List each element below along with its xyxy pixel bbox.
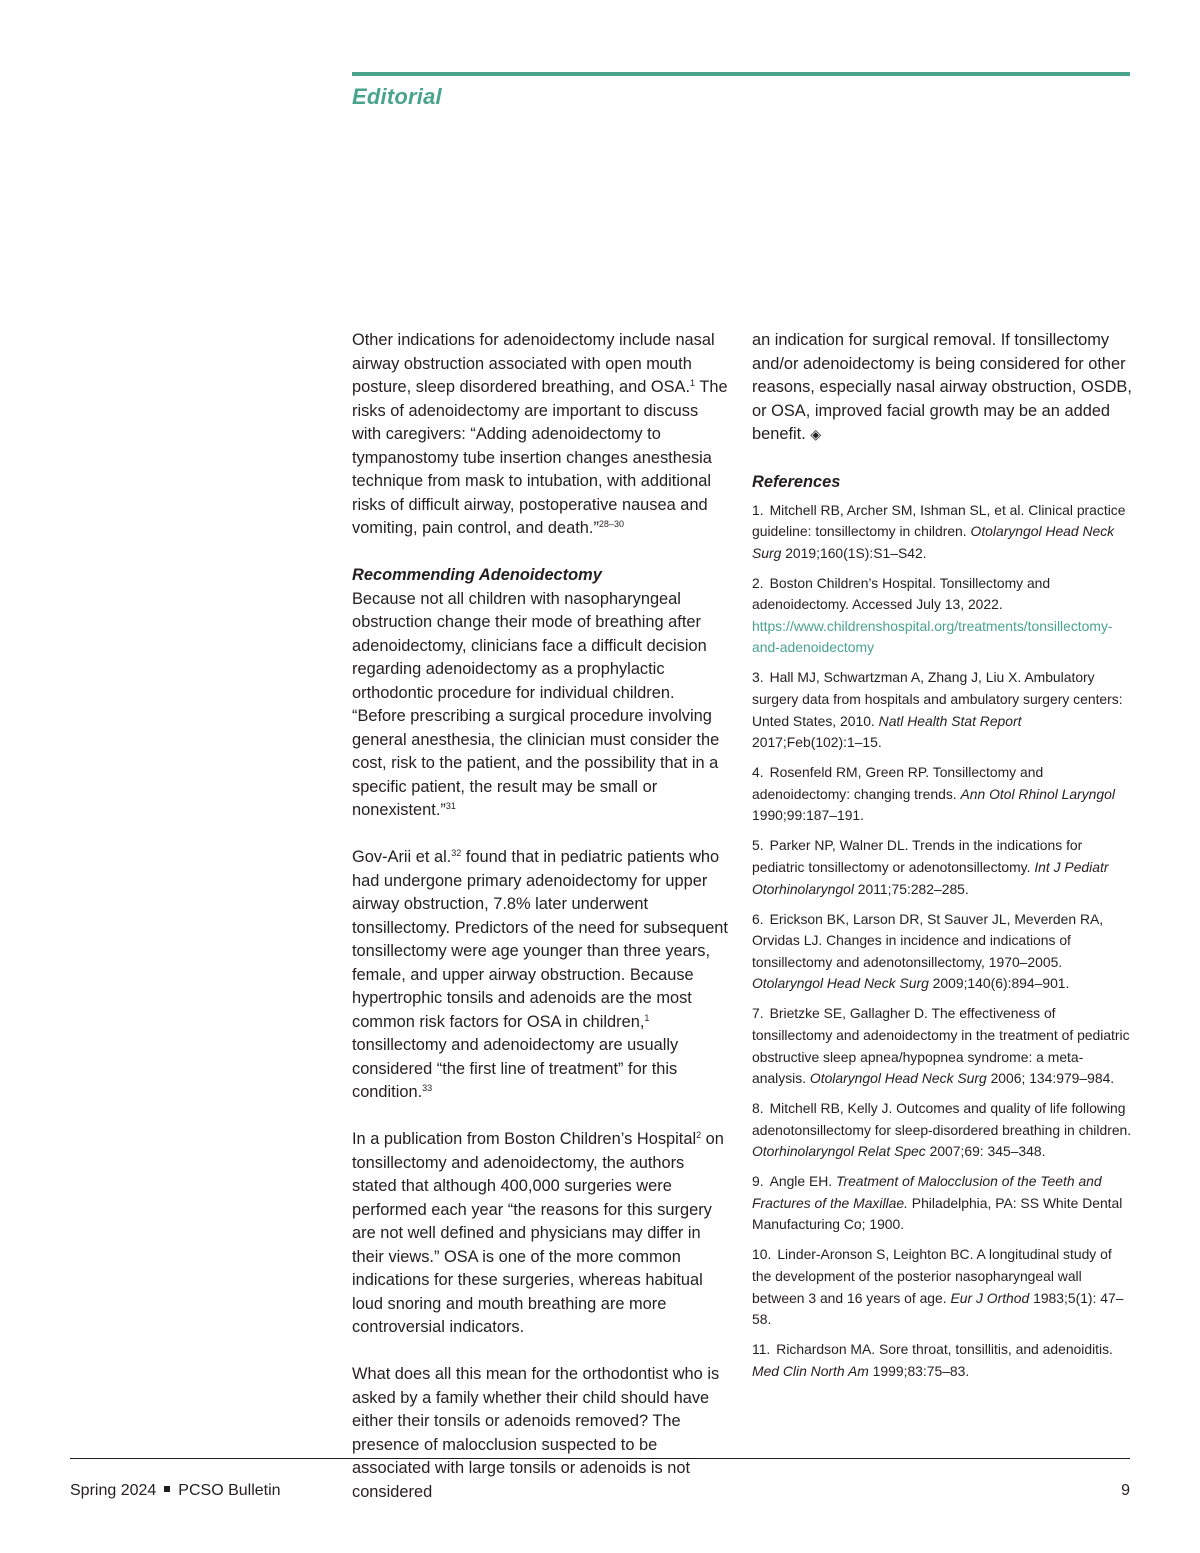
reference-text: 1983;5(1): 47–58. xyxy=(752,1289,1124,1328)
reference-text: 2009;140(6):894–901. xyxy=(928,975,1070,992)
reference-journal: Otolaryngol Head Neck Surg xyxy=(809,1070,987,1087)
reference-list xyxy=(752,500,1132,1383)
body-column-right xyxy=(752,329,1132,1391)
subheading: Recommending Adenoidectomy xyxy=(352,566,602,584)
page-number: 9 xyxy=(1121,1482,1130,1499)
section-label: Editorial xyxy=(352,84,442,109)
reference-text: 2011;75:282–285. xyxy=(853,880,969,897)
reference-journal: Med Clin North Am xyxy=(752,1362,869,1379)
reference-number: 6. xyxy=(752,910,764,927)
reference-number: 10. xyxy=(752,1246,772,1263)
reference-journal: Ann Otol Rhinol Laryngol xyxy=(960,785,1115,802)
reference-item xyxy=(752,1244,1132,1330)
reference-item xyxy=(752,762,1132,827)
reference-journal: Treatment of Malocclusion of the Teeth and Fractures of the Maxillae. xyxy=(752,1173,1102,1211)
reference-text: 2006; 134:979–984. xyxy=(986,1070,1115,1087)
end-mark-icon: ◈ xyxy=(810,427,822,443)
reference-text: Linder-Aronson S, Leighton BC. A longitudinal study of the development of the posterior nasopharyngeal wall between 3 and 16 years of age. xyxy=(752,1246,1112,1306)
reference-item xyxy=(752,500,1132,565)
reference-journal: Eur J Orthod xyxy=(950,1289,1030,1306)
reference-number: 11. xyxy=(752,1341,771,1358)
reference-item xyxy=(752,1171,1132,1236)
header-rule xyxy=(352,72,1130,76)
reference-number: 9. xyxy=(752,1173,764,1190)
footer-separator xyxy=(164,1486,170,1492)
reference-journal: Otorhinolaryngol Relat Spec xyxy=(752,1143,926,1160)
reference-journal: Int J Pediatr Otorhinolaryngol xyxy=(752,858,1109,897)
reference-text: Mitchell RB, Archer SM, Ishman SL, et al. Clinical practice guideline: tonsillectomy in children. xyxy=(752,501,1126,540)
reference-number: 4. xyxy=(752,764,764,781)
reference-item xyxy=(752,835,1132,900)
reference-item xyxy=(752,909,1132,995)
reference-number: 1. xyxy=(752,501,764,518)
body-paragraph: What does all this mean for the orthodontist who is asked by a family whether their child should have either their tonsils or adenoids removed? The presence of malocclusion suspected to be associated with large tonsils or adenoids is not considered xyxy=(352,1365,720,1501)
reference-text: 2019;160(1S):S1–S42. xyxy=(781,544,927,561)
reference-text: 1990;99:187–191. xyxy=(752,807,865,824)
reference-number: 2. xyxy=(752,574,764,591)
reference-journal: Natl Health Stat Report xyxy=(878,712,1022,729)
reference-number: 5. xyxy=(752,837,764,854)
body-paragraph: In a publication from Boston Children’s Hospital$^2$ on tonsillectomy and adenoidectomy, the authors stated that although 400,000 surgeries were performed each year “the reasons for this surgery are not well defined and physicians may differ in their views.” OSA is one of the more common indications for these surgeries, whereas habitual loud snoring and mouth breathing are more controversial indicators. xyxy=(352,1130,724,1336)
reference-text: Philadelphia, PA: SS White Dental Manufacturing Co; 1900. xyxy=(752,1194,1123,1233)
reference-item xyxy=(752,573,1132,659)
reference-text: 2007;69: 345–348. xyxy=(925,1143,1046,1160)
body-paragraph: Gov-Arii et al.$^{32}$ found that in pediatric patients who had undergone primary adenoidectomy for upper airway obstruction, 7.8% later underwent tonsillectomy. Predictors of the need for subsequent tonsillectomy were age younger than three years, female, and upper airway obstruction. Because hypertrophic tonsils and adenoids are the most common risk factors for OSA in children,$^1$ tonsillectomy and adenoidectomy are usually considered “the first line of treatment” for this condition.$^{33}$ xyxy=(352,848,728,1101)
references-heading: References xyxy=(752,473,841,491)
reference-journal: Otolaryngol Head Neck Surg xyxy=(752,523,1115,561)
reference-item xyxy=(752,1003,1132,1089)
reference-item xyxy=(752,1098,1132,1163)
reference-item xyxy=(752,1339,1132,1382)
reference-journal: Otolaryngol Head Neck Surg xyxy=(752,975,929,992)
reference-text: 2017;Feb(102):1–15. xyxy=(752,734,882,751)
reference-text: Brietzke SE, Gallagher D. The effectiveness of tonsillectomy and adenoidectomy in the treatment of pediatric obstructive sleep apnea/hypopnea syndrome: a meta-analysis. xyxy=(752,1005,1130,1087)
reference-number: 3. xyxy=(752,669,764,686)
reference-text: 1999;83:75–83. xyxy=(868,1362,970,1379)
footer-issue: Spring 2024 PCSO Bulletin xyxy=(70,1482,281,1499)
reference-text: Angle EH. xyxy=(769,1173,836,1190)
reference-text: Richardson MA. Sore throat, tonsillitis, and adenoiditis. xyxy=(776,1341,1113,1358)
reference-text: Rosenfeld RM, Green RP. Tonsillectomy and adenoidectomy: changing trends. xyxy=(752,764,1044,802)
reference-link[interactable]: https://www.childrenshospital.org/treatments/tonsillectomy-and-adenoidectomy xyxy=(752,617,1113,656)
reference-text: Parker NP, Walner DL. Trends in the indications for pediatric tonsillectomy or adenotonsillectomy. xyxy=(752,837,1083,875)
reference-text: Erickson BK, Larson DR, St Sauver JL, Meverden RA, Orvidas LJ. Changes in incidence and indications of tonsillectomy and adenotonsillectomy, 1970–2005. xyxy=(752,910,1104,970)
body-column-left xyxy=(352,329,730,1504)
reference-item xyxy=(752,667,1132,753)
reference-text: Boston Children’s Hospital. Tonsillectomy and adenoidectomy. Accessed July 13, 2022. xyxy=(752,574,1051,613)
reference-number: 7. xyxy=(752,1005,764,1022)
body-paragraph: Because not all children with nasopharyngeal obstruction change their mode of breathing after adenoidectomy, clinicians face a difficult decision regarding adenoidectomy as a prophylactic orthodontic procedure for individual children. “Before prescribing a surgical procedure involving general anesthesia, the clinician must consider the cost, risk to the patient, and the possibility that in a specific patient, the result may be small or nonexistent.”$^{31}$ xyxy=(352,589,720,819)
reference-text: Mitchell RB, Kelly J. Outcomes and quality of life following adenotonsillectomy for sleep-disordered breathing in children. xyxy=(752,1100,1132,1138)
reference-text: Hall MJ, Schwartzman A, Zhang J, Liu X. Ambulatory surgery data from hospitals and ambulatory surgery centers: Unted States, 2010. xyxy=(752,669,1123,729)
body-paragraph: Other indications for adenoidectomy include nasal airway obstruction associated with open mouth posture, sleep disordered breathing, and OSA.$^1$ The risks of adenoidectomy are important to discuss with caregivers: “Adding adenoidectomy to tympanostomy tube insertion changes anesthesia technique from mask to intubation, with additional risks of difficult airway, postoperative nausea and vomiting, pain control, and death.”$^{28-30}$ xyxy=(352,331,728,537)
footer-rule xyxy=(70,1458,1130,1459)
reference-number: 8. xyxy=(752,1100,764,1117)
body-paragraph: an indication for surgical removal. If tonsillectomy and/or adenoidectomy is being considered for other reasons, especially nasal airway obstruction, OSDB, or OSA, improved facial growth may be an added benefit. ◈ xyxy=(752,331,1132,443)
